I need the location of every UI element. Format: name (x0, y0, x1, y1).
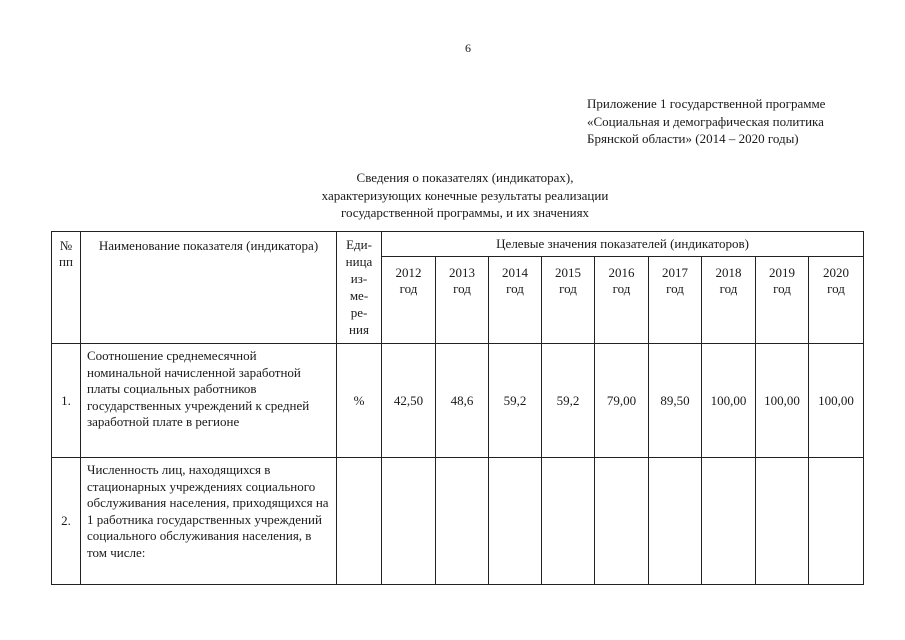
appendix-line: Брянской области» (2014 – 2020 годы) (587, 131, 799, 146)
page-number: 6 (465, 41, 471, 55)
row-value: 79,00 (595, 344, 649, 458)
header-year: 2018 год (702, 257, 756, 344)
header-unit-line: ре- (350, 305, 368, 320)
header-unit-line: ме- (349, 288, 369, 303)
header-year: 2017 год (649, 257, 702, 344)
table-row (52, 458, 864, 585)
header-indicator-name: Наименование показателя (индикатора) (81, 232, 337, 344)
row-value (595, 458, 649, 585)
header-year: 2020 год (809, 257, 864, 344)
appendix-line: «Социальная и демографическая политика (587, 113, 824, 129)
row-number: 2. (52, 458, 81, 585)
appendix-note (587, 95, 887, 148)
row-value (489, 458, 542, 585)
row-unit (337, 458, 382, 585)
row-number: 1. (52, 344, 81, 458)
row-value (436, 458, 489, 585)
row-indicator-name: Численность лиц, находящихся в стационарных учреждениях социального обслуживания населения, приходящихся на 1 работника государственных учреждений социального обслуживания населения, в том числе: (81, 458, 337, 585)
row-value (542, 458, 595, 585)
row-value (702, 458, 756, 585)
header-year: 2016 год (595, 257, 649, 344)
row-indicator-name: Соотношение среднемесячной номинальной начисленной заработной платы социальных работников государственных учреждений к средней заработной плате в регионе (81, 344, 337, 458)
row-value: 100,00 (702, 344, 756, 458)
document-title (230, 169, 700, 222)
header-year: 2014 год (489, 257, 542, 344)
table-row (52, 344, 864, 458)
row-value: 48,6 (436, 344, 489, 458)
title-line: характеризующих конечные результаты реализации (321, 187, 609, 203)
row-value: 100,00 (756, 344, 809, 458)
row-value: 59,2 (542, 344, 595, 458)
row-value (382, 458, 436, 585)
header-number: № пп (52, 232, 81, 344)
indicators-table (51, 231, 864, 585)
title-line: государственной программы, и их значениях (340, 205, 590, 220)
header-year: 2015 год (542, 257, 595, 344)
row-value: 42,50 (382, 344, 436, 458)
header-unit-line: ния (349, 322, 369, 337)
row-value (649, 458, 702, 585)
row-value: 59,2 (489, 344, 542, 458)
header-year: 2012 год (382, 257, 436, 344)
row-value (809, 458, 864, 585)
header-year: 2013 год (436, 257, 489, 344)
header-target-values: Целевые значения показателей (индикаторов) (382, 232, 864, 257)
header-year: 2019 год (756, 257, 809, 344)
row-value: 100,00 (809, 344, 864, 458)
table-header-row (52, 232, 864, 257)
appendix-line: Приложение 1 государственной программе (587, 96, 826, 111)
header-unit-line: ница (345, 254, 373, 269)
header-unit-line: Еди- (346, 237, 372, 252)
row-unit: % (337, 344, 382, 458)
row-value: 89,50 (649, 344, 702, 458)
row-value (756, 458, 809, 585)
header-unit (337, 232, 382, 344)
title-line: Сведения о показателях (индикаторах), (356, 170, 574, 185)
header-unit-line: из- (350, 271, 368, 286)
